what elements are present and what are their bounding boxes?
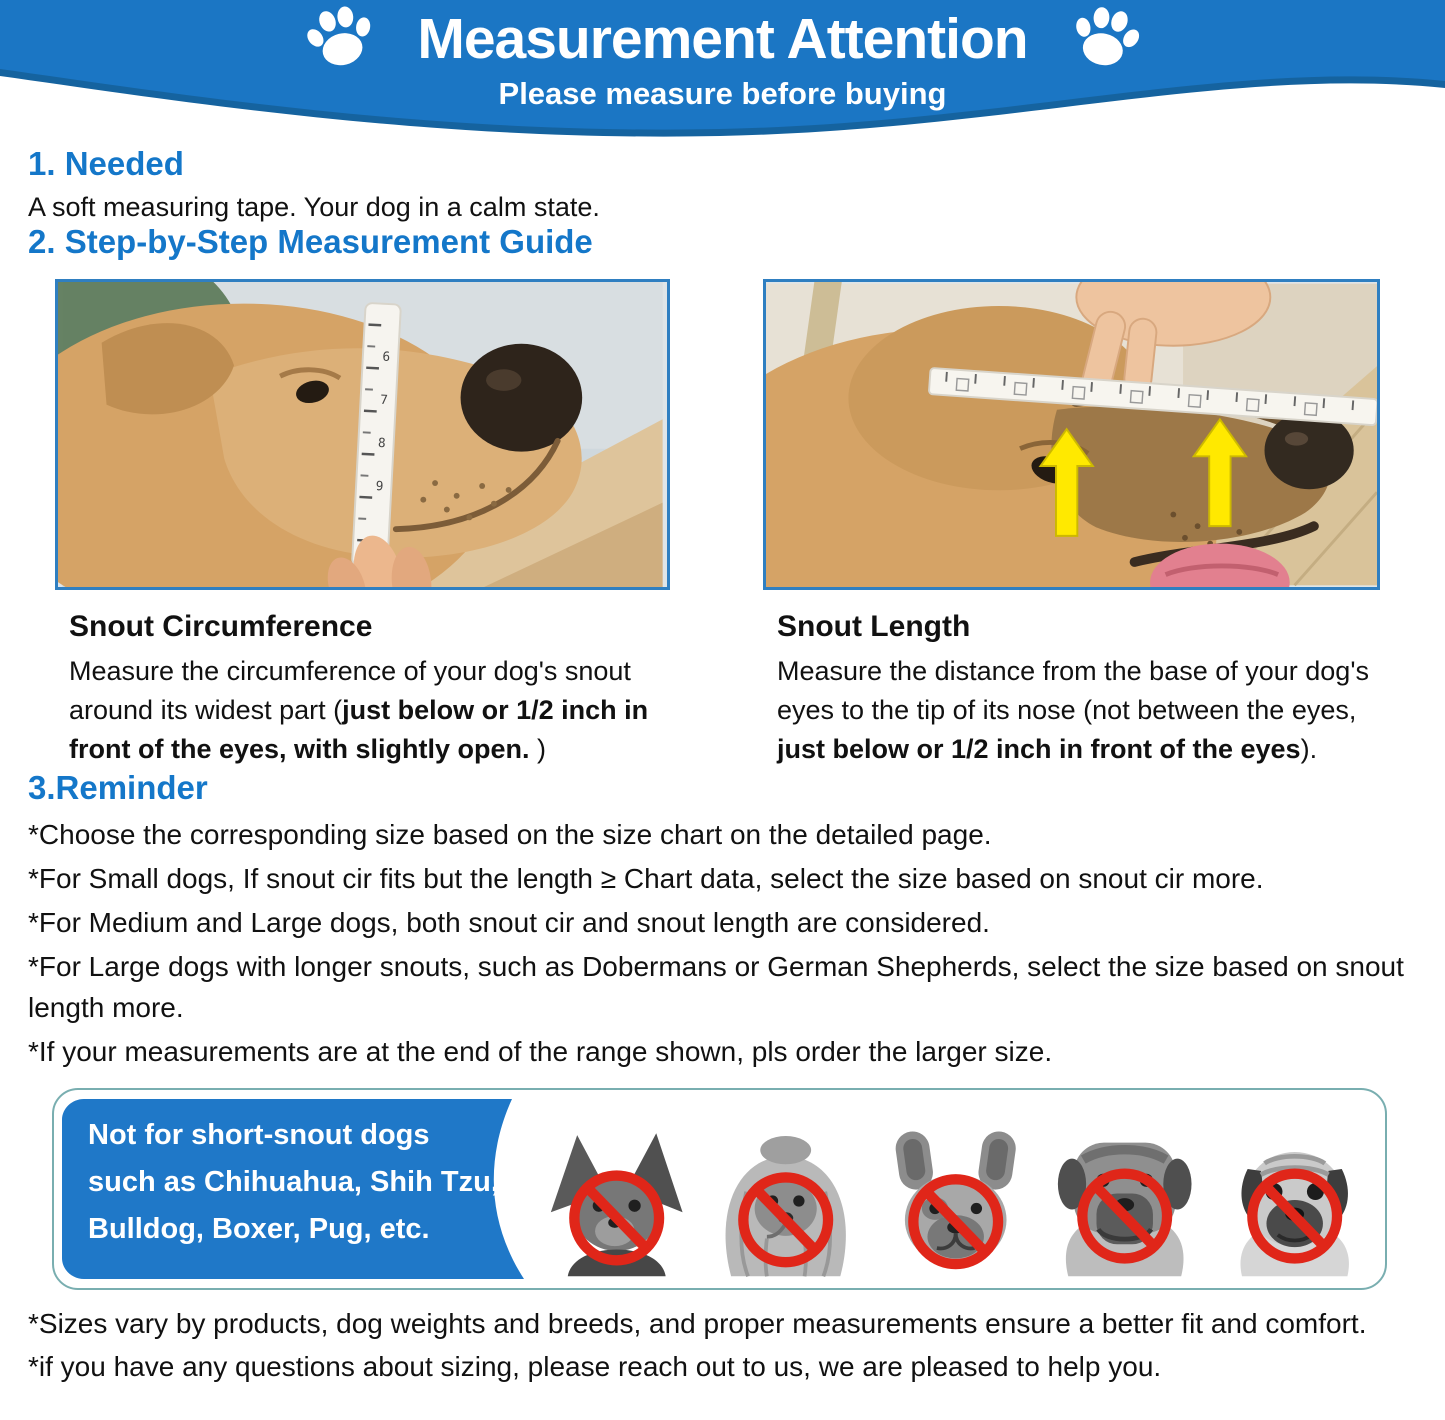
footer-note: *Sizes vary by products, dog weights and breeds, and proper measurements ensure a better fit and comfort.: [28, 1308, 1367, 1340]
reminder-item: *Choose the corresponding size based on the size chart on the detailed page.: [28, 819, 992, 851]
section2-heading: 2. Step-by-Step Measurement Guide: [28, 222, 593, 260]
content: [0, 145, 1445, 1387]
caption-title: Snout Length: [777, 609, 971, 643]
section3-heading: 3.Reminder: [28, 769, 208, 807]
snout-circumference-photo: [55, 279, 670, 590]
svg-text:6: 6: [382, 349, 391, 365]
svg-text:7: 7: [379, 392, 389, 409]
dog-tape-circumference-illustration: [58, 282, 667, 587]
warning-line: such as Chihuahua, Shih Tzu,: [88, 1166, 499, 1199]
mastiff-no-icon: [1040, 1121, 1209, 1281]
reminder-item: *For Large dogs with longer snouts, such as Dobermans or German Shepherds, select the size based on snout length more.: [28, 950, 1404, 1023]
snout-length-photo: [763, 279, 1380, 590]
french-bulldog-no-icon: [871, 1121, 1040, 1281]
paw-icon: [299, 0, 382, 77]
not-for-short-snout-box: [52, 1088, 1387, 1290]
svg-text:8: 8: [377, 435, 387, 452]
reminder-list: [28, 815, 1417, 1072]
prohibited-breeds-row: [532, 1099, 1379, 1281]
banner: [0, 0, 1445, 145]
reminder-item: *For Small dogs, If snout cir fits but the length ≥ Chart data, select the size based on snout cir more.: [28, 863, 1264, 895]
banner-title-row: [0, 6, 1445, 72]
reminder-item: *If your measurements are at the end of the range shown, pls order the larger size.: [28, 1035, 1053, 1067]
warning-line: Bulldog, Boxer, Pug, etc.: [88, 1213, 430, 1246]
caption-text: Measure the circumference of your dog's snout around its widest part (just below or 1/2 inch in front of the eyes, with slightly open. ): [69, 655, 649, 765]
shih-tzu-no-icon: [701, 1121, 870, 1281]
caption-text: Measure the distance from the base of your dog's eyes to the tip of its nose (not between the eyes, just below or 1/2 inch in front of the eyes).: [777, 655, 1369, 765]
section1-heading: 1. Needed: [28, 145, 184, 182]
warning-line: Not for short-snout dogs: [88, 1119, 430, 1152]
page-title: Measurement Attention: [417, 7, 1028, 71]
warning-text: [88, 1112, 508, 1253]
snout-circumference-caption: [55, 610, 670, 769]
paw-icon: [1064, 1, 1145, 76]
photo-row: [55, 279, 1417, 590]
chihuahua-no-icon: [532, 1121, 701, 1281]
section1-body: A soft measuring tape. Your dog in a calm state.: [28, 191, 600, 222]
reminder-item: *For Medium and Large dogs, both snout cir and snout length are considered.: [28, 906, 990, 938]
dog-tape-length-illustration: [766, 282, 1377, 587]
caption-title: Snout Circumference: [69, 609, 373, 643]
footer-note: *if you have any questions about sizing, please reach out to us, we are pleased to help you.: [28, 1350, 1162, 1382]
footer-notes: [28, 1304, 1417, 1386]
page-subtitle: Please measure before buying: [498, 76, 947, 111]
snout-length-caption: [763, 610, 1380, 769]
svg-text:9: 9: [375, 478, 384, 495]
pug-no-icon: [1210, 1121, 1379, 1281]
caption-row: [55, 610, 1417, 769]
